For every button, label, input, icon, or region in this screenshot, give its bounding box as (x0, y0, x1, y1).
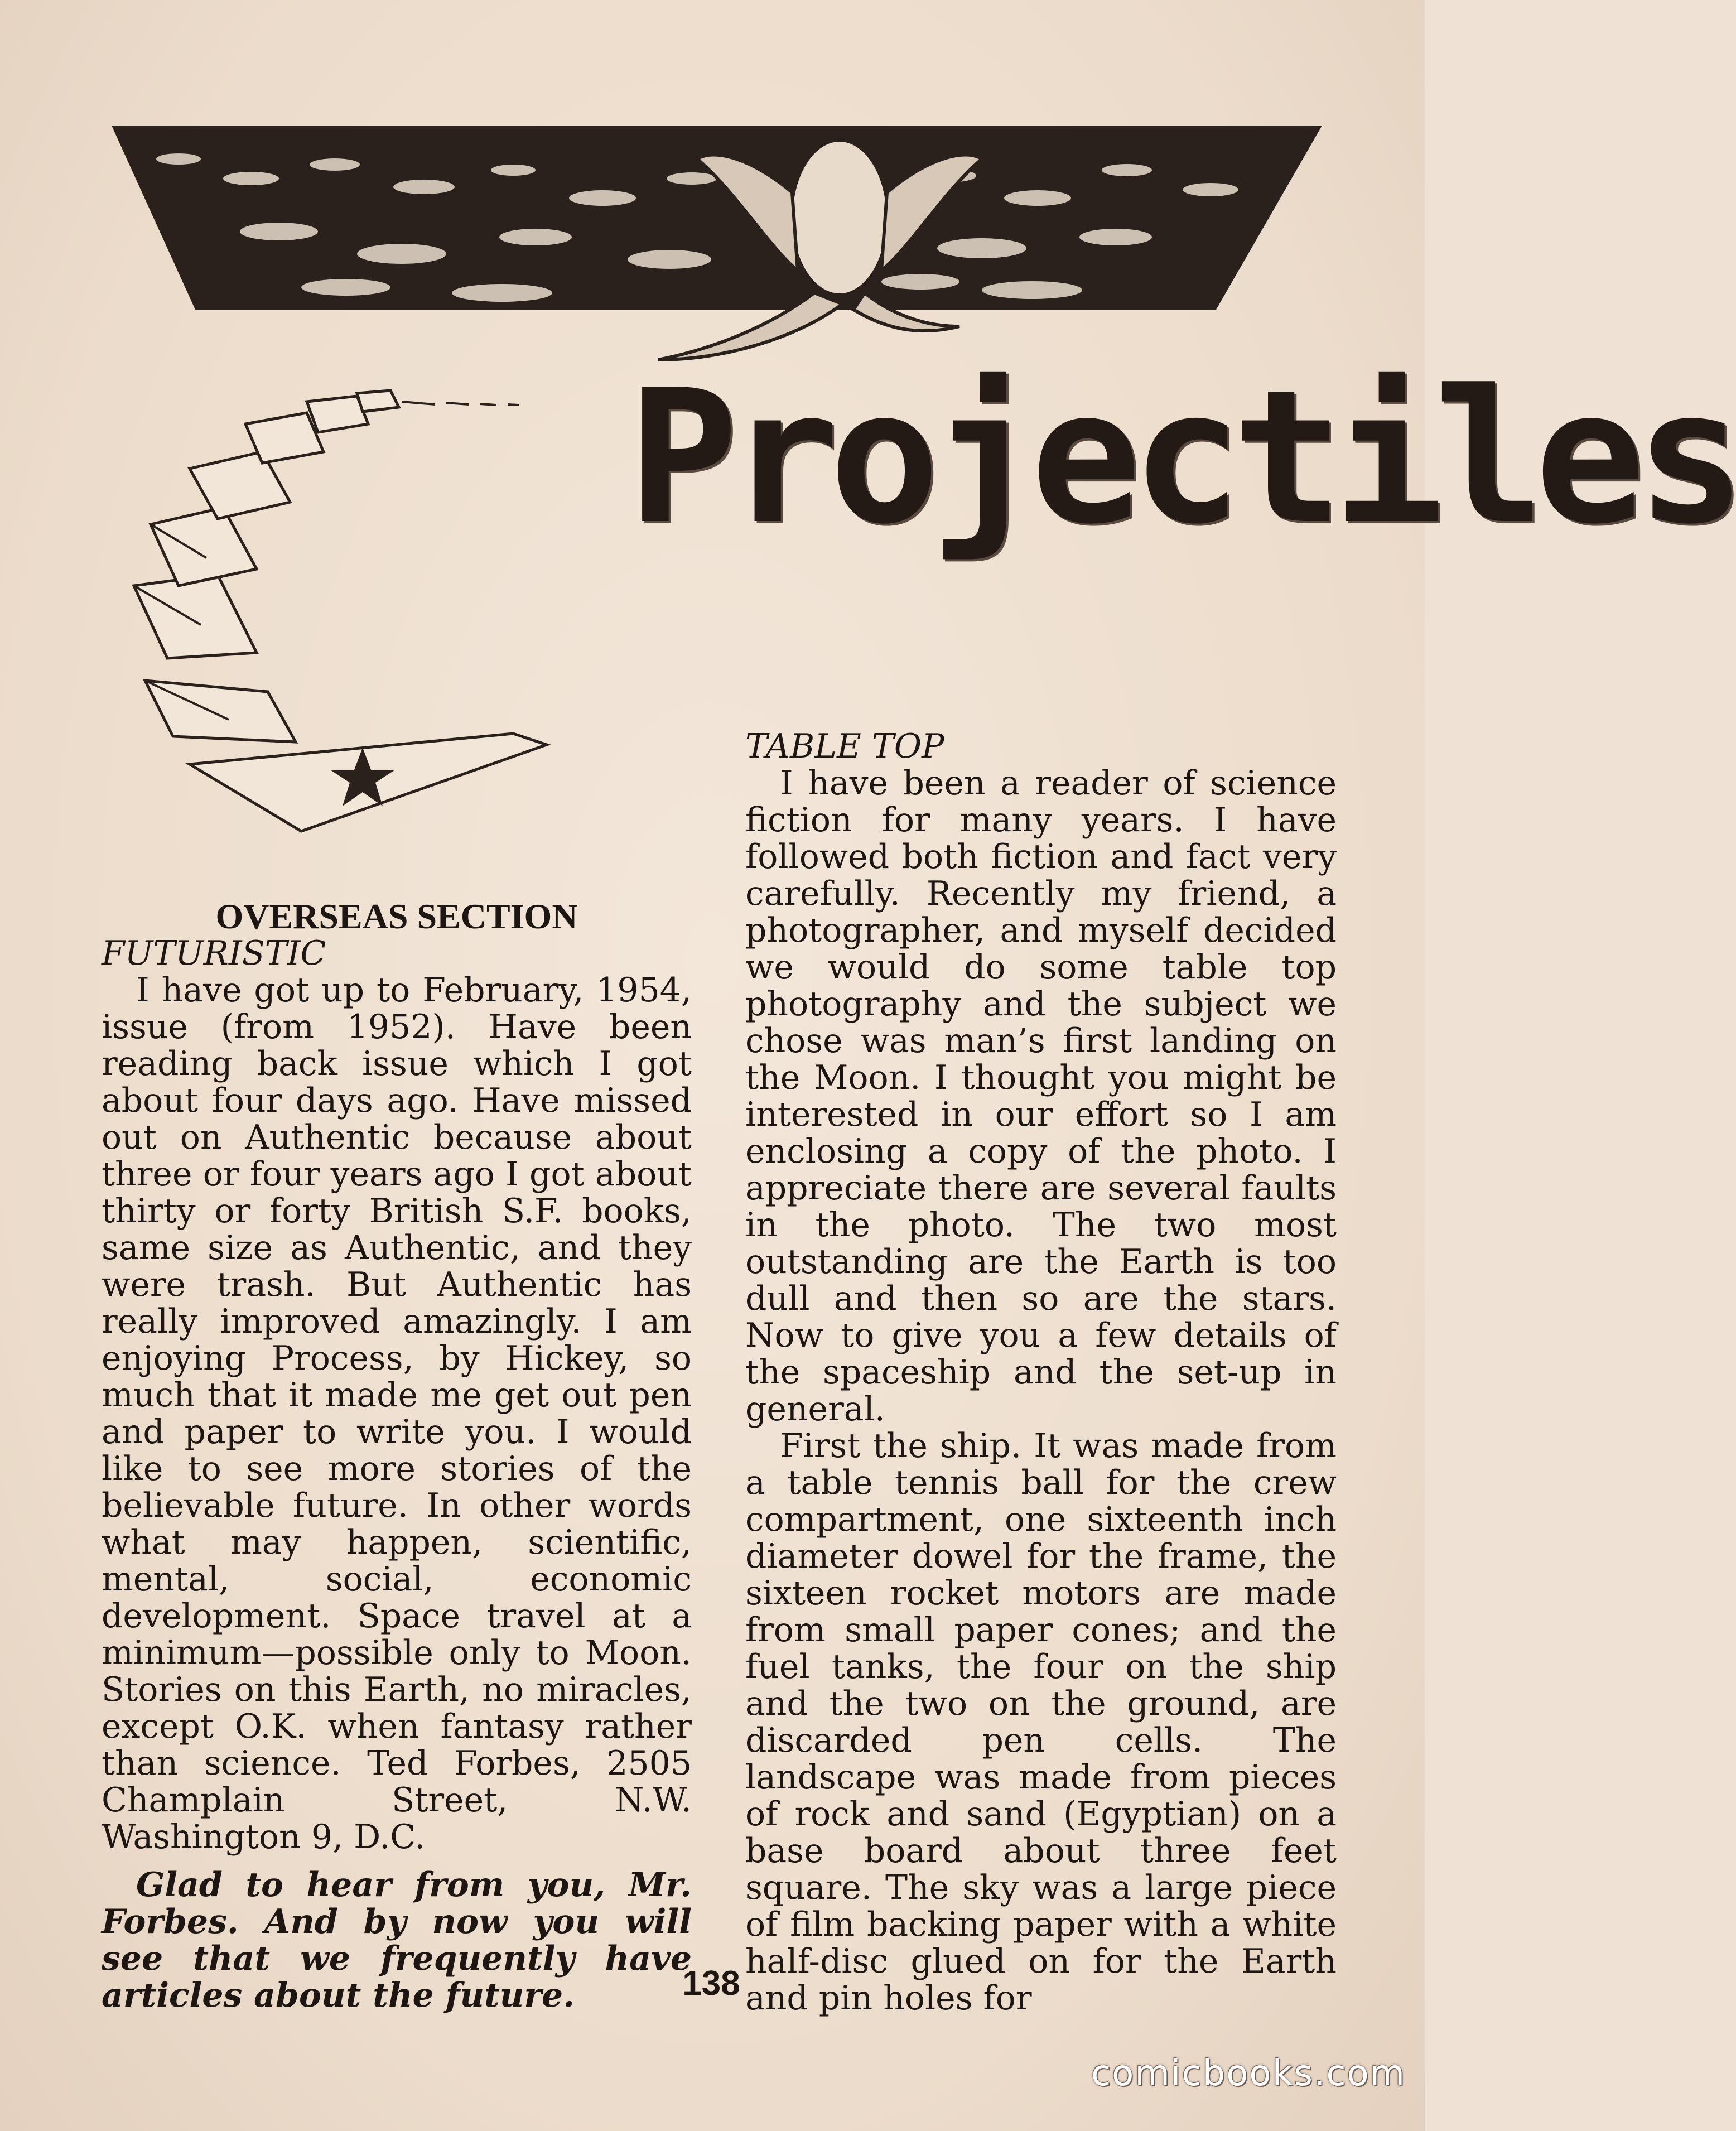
page-number: 138 (682, 1964, 740, 2003)
right-column (745, 728, 1337, 2017)
left-column (102, 898, 692, 2014)
section-heading: OVERSEAS SECTION (215, 896, 578, 936)
letter-paragraph: I have been a reader of science fiction for many years. I have followed both fiction and fact very carefully. Recently my friend, a photographer, and myself decided we would do some table top photography and the subject we chose was man’s first landing on the Moon. I thought you might be interested in our effort so I am enclosing a copy of the photo. I appreciate there are several faults in the photo. The two most outstanding are the Earth is too dull and then so are the stars. Now to give you a few details of the spaceship and the set-up in general. (745, 764, 1337, 1429)
watermark: comicbooks.com (1091, 2053, 1406, 2094)
editor-reply: Glad to hear from you, Mr. Forbes. And by now you will see that we frequently have articles about the future. (102, 1865, 692, 2015)
letter-paragraph: First the ship. It was made from a table tennis ball for the crew compartment, one sixteenth inch diameter dowel for the frame, the sixteen rocket motors are made from small paper cones; and the fuel tanks, the four on the ship and the two on the ground, are discarded pen cells. The landscape was made from pieces of rock and sand (Egyptian) on a base board about three feet square. The sky was a large piece of film backing paper with a white half-disc glued on for the Earth and pin holes for (745, 1426, 1337, 2018)
letter-title-table-top: TABLE TOP (745, 727, 944, 766)
header-banner-illustration (112, 126, 1322, 360)
letter-title-futuristic: FUTURISTIC (102, 934, 326, 973)
page-title: Projectiles (628, 350, 1736, 565)
letter-body-futuristic: I have got up to February, 1954, issue (from 1952). Have been reading back issue which I got about four days ago. Have missed out on Authentic because about three or four years ago I got about thirty or forty British S.F. books, same size as Authentic, and they were trash. But Authentic has really improved amazingly. I am enjoying Process, by Hickey, so much that it made me get out pen and paper to write you. I would like to see more stories of the believable future. In other words what may happen, scientific, mental, social, economic development. Space travel at a minimum—possible only to Moon. Stories on this Earth, no miracles, except O.K. when fantasy rather than science. Ted Forbes, 2505 Champlain Street, N.W. Washington 9, D.C. (102, 971, 692, 1857)
